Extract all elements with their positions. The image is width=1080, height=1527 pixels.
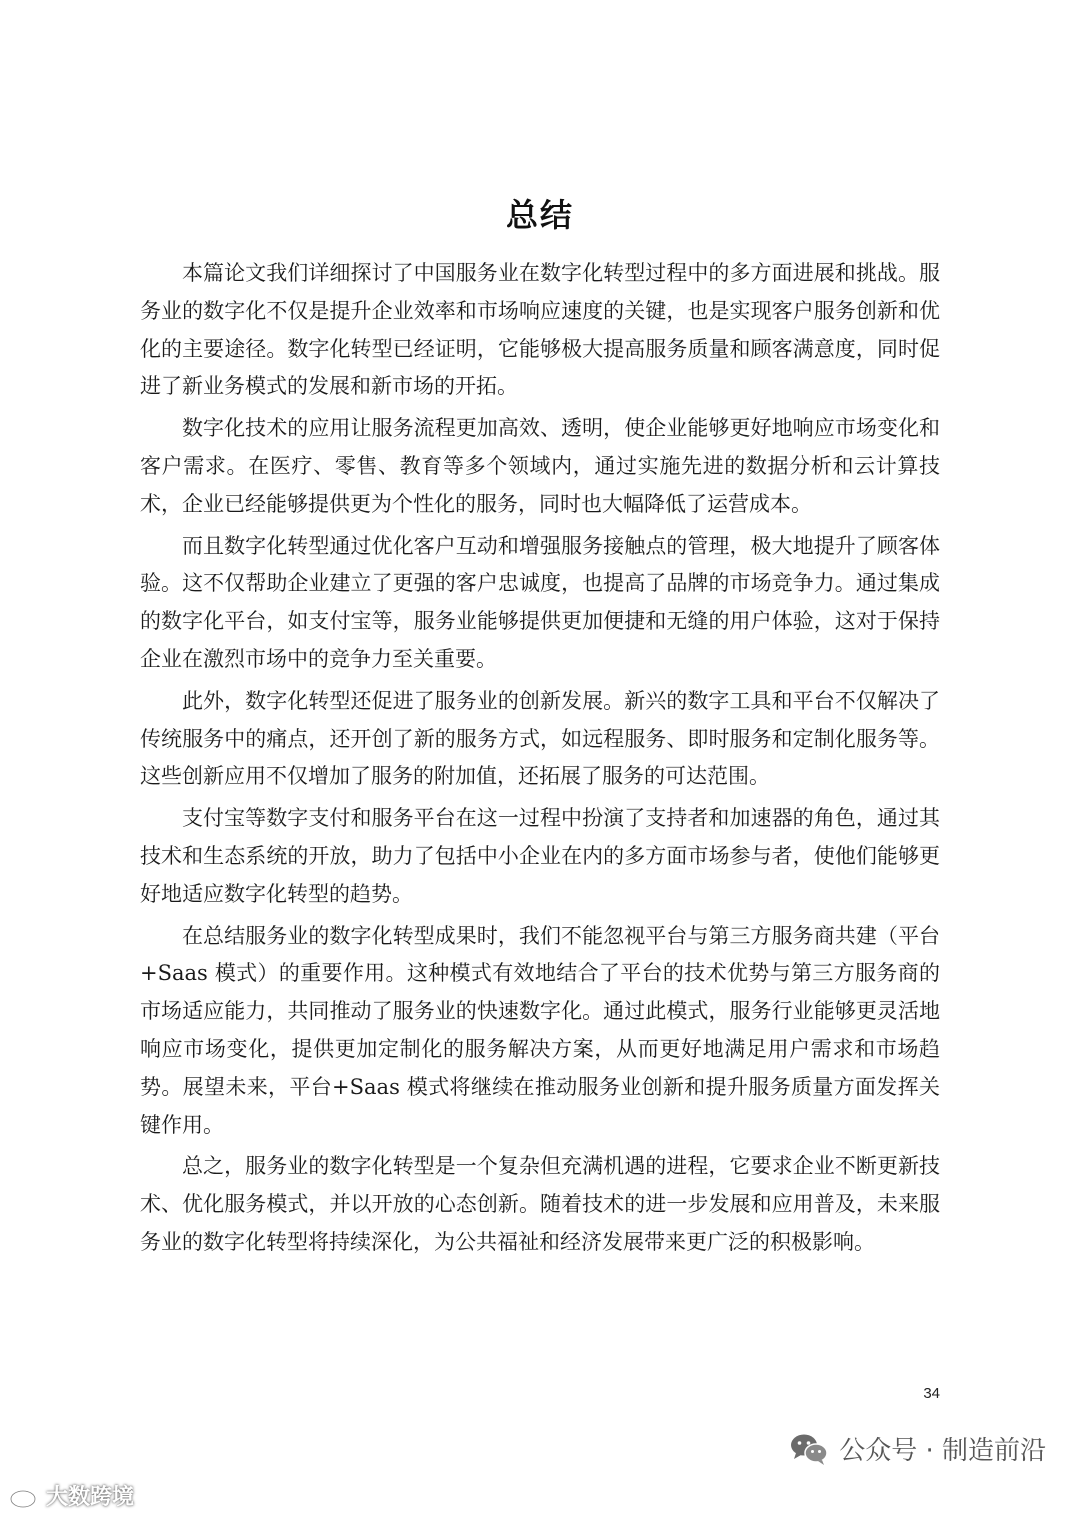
paragraph: 数字化技术的应用让服务流程更加高效、透明，使企业能够更好地响应市场变化和客户需求。在医疗、零售、教育等多个领域内，通过实施先进的数据分析和云计算技术，企业已经能够提供更为个性化的服务，同时也大幅降低了运营成本。 xyxy=(140,416,940,516)
watermark-right xyxy=(789,1430,1046,1467)
paragraph: 在总结服务业的数字化转型成果时，我们不能忽视平台与第三方服务商共建（平台+Saas 模式）的重要作用。这种模式有效地结合了平台的技术优势与第三方服务商的市场适应能力，共同推动了服务业的快速数字化。通过此模式，服务行业能够更灵活地响应市场变化，提供更加定制化的服务解决方案，从而更好地满足用户需求和市场趋势。展望未来，平台+Saas 模式将继续在推动服务业创新和提升服务质量方面发挥关键作用。 xyxy=(140,923,940,1137)
watermark-right-text: 公众号 · 制造前沿 xyxy=(839,1436,1046,1466)
paragraph: 本篇论文我们详细探讨了中国服务业在数字化转型过程中的多方面进展和挑战。服务业的数字化不仅是提升企业效率和市场响应速度的关键，也是实现客户服务创新和优化的主要途径。数字化转型已经证明，它能够极大提高服务质量和顾客满意度，同时促进了新业务模式的发展和新市场的开拓。 xyxy=(140,261,940,399)
page-title: 总结 xyxy=(505,196,574,234)
paragraph: 而且数字化转型通过优化客户互动和增强服务接触点的管理，极大地提升了顾客体验。这不仅帮助企业建立了更强的客户忠诚度，也提高了品牌的市场竞争力。通过集成的数字化平台，如支付宝等，服务业能够提供更加便捷和无缝的用户体验，这对于保持企业在激烈市场中的竞争力至关重要。 xyxy=(140,533,940,671)
paragraph: 此外，数字化转型还促进了服务业的创新发展。新兴的数字工具和平台不仅解决了传统服务中的痛点，还开创了新的服务方式，如远程服务、即时服务和定制化服务等。这些创新应用不仅增加了服务的附加值，还拓展了服务的可达范围。 xyxy=(140,688,940,789)
watermark-left xyxy=(8,1480,134,1511)
paragraph: 总之，服务业的数字化转型是一个复杂但充满机遇的进程，它要求企业不断更新技术、优化服务模式，并以开放的心态创新。随着技术的进一步发展和应用普及，未来服务业的数字化转型将持续深化，为公共福祉和经济发展带来更广泛的积极影响。 xyxy=(140,1154,940,1254)
body-text xyxy=(140,255,940,1266)
paragraph: 支付宝等数字支付和服务平台在这一过程中扮演了支持者和加速器的角色，通过其技术和生态系统的开放，助力了包括中小企业在内的多方面市场参与者，使他们能够更好地适应数字化转型的趋势。 xyxy=(140,806,940,906)
wechat-icon xyxy=(789,1432,829,1466)
weibo-icon xyxy=(8,1482,42,1510)
page-number: 34 xyxy=(923,1385,940,1402)
watermark-left-text: 大数跨境 xyxy=(46,1485,135,1510)
